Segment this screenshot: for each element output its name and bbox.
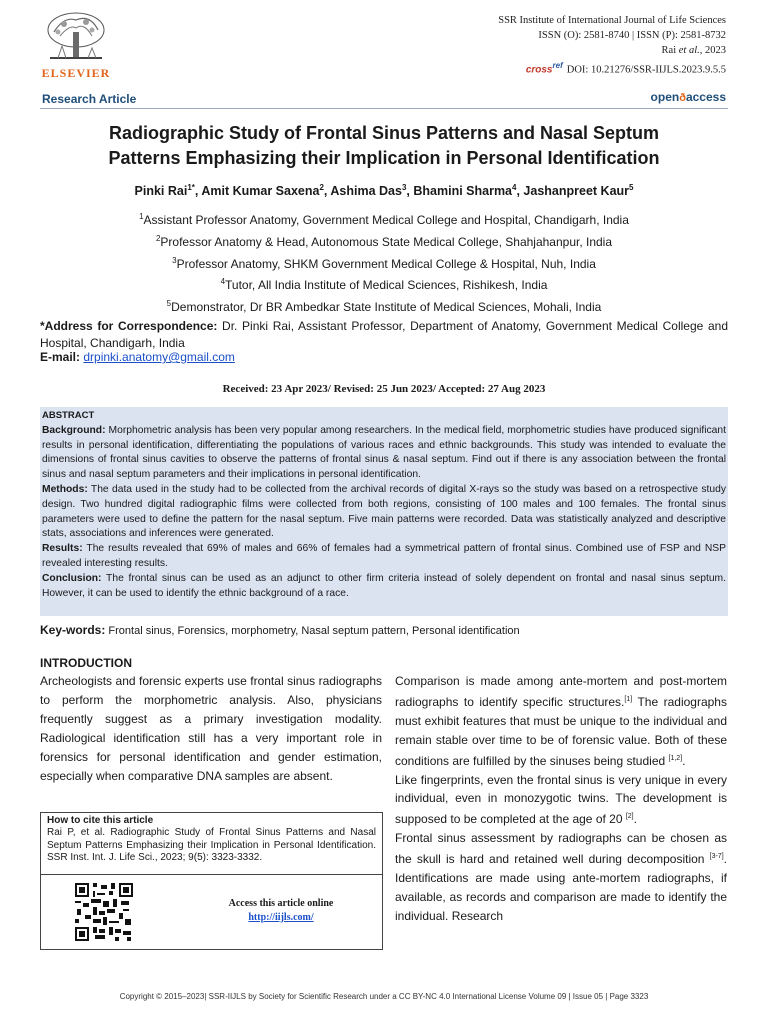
correspondence [40, 318, 728, 352]
intro-text: Like fingerprints, even the frontal sinus is very unique in every individual, even in monozygotic twins. The development is supposed to be completed at the age of 20 [395, 772, 727, 827]
title-line-2: Patterns Emphasizing their Implication in Personal Identification [108, 148, 660, 168]
author-year-suffix: 2023 [702, 45, 726, 56]
issn: ISSN (O): 2581-8740 | ISSN (P): 2581-8732 [538, 30, 726, 41]
open-access-tail: access [685, 90, 726, 104]
affiliation-text: Tutor, All India Institute of Medical Sciences, Rishikesh, India [225, 278, 548, 293]
affiliation-num: 3 [172, 255, 177, 265]
section-heading-introduction: INTRODUCTION [40, 656, 132, 670]
open-access-badge [651, 90, 726, 104]
abstract-label: Conclusion: [42, 572, 102, 584]
intro-text: Comparison is made among ante-mortem and post-mortem radiographs to identify specific structures. [395, 674, 727, 709]
abstract-background [42, 424, 726, 483]
author-sup: 3 [401, 183, 407, 192]
affiliation [40, 295, 728, 317]
author-list: Pinki Rai$^{1*}$, Amit Kumar Saxena$^2$, Ashima Das$^3$, Bhamini Sharma$^4$, Jashanpreet Kaur$^5$ [134, 183, 634, 199]
intro-paragraph [395, 829, 727, 926]
access-link[interactable]: http://iijls.com/ [248, 912, 314, 923]
author-year-prefix: Rai [661, 45, 679, 56]
affiliation-text: Assistant Professor Anatomy, Government Medical College and Hospital, Chandigarh, India [143, 213, 629, 227]
open-access-icon: ð [679, 92, 686, 104]
abstract-label: Results: [42, 543, 83, 555]
affiliation-text: Professor Anatomy, SHKM Government Medical College & Hospital, Nuh, India [176, 256, 596, 271]
affiliation-num: 5 [166, 299, 172, 309]
email-row [40, 350, 235, 364]
affiliation-text: Professor Anatomy & Head, Autonomous State Medical College, Shahjahanpur, India [160, 234, 613, 249]
abstract-label: Background: [42, 424, 106, 436]
author: Pinki Rai [134, 184, 188, 199]
affiliation [40, 208, 728, 230]
doi-row [498, 58, 726, 77]
author-sup: 5 [629, 183, 634, 192]
article-title [40, 121, 728, 171]
citation-ref[interactable]: [1] [624, 695, 633, 703]
journal-info [498, 13, 726, 77]
affiliation-num: 1 [139, 212, 144, 221]
intro-text: . [682, 753, 686, 768]
crossref-label: cross [525, 64, 553, 76]
keywords-text: Frontal sinus, Forensics, morphometry, Nasal septum pattern, Personal identification [105, 625, 520, 637]
citation-ref[interactable]: [3-7] [709, 853, 724, 861]
affiliation-num: 4 [220, 277, 226, 287]
author: Jashanpreet Kaur [523, 184, 630, 199]
cite-box [40, 812, 383, 950]
affiliation-text: Demonstrator, Dr BR Ambedkar State Institute of Medical Sciences, Mohali, India [171, 300, 602, 315]
author-sup: 2 [319, 183, 324, 192]
author-sup: 4 [512, 183, 517, 192]
article-type: Research Article [42, 92, 137, 106]
publisher-name: ELSEVIER [41, 66, 111, 80]
abstract-text: Morphometric analysis has been very popular among researchers. In the medical field, morphometric studies have produced significant results in personal identification, differentiating the populations of various races and ethnic backgrounds. This study was intended to evaluate the dimensions of frontal sinus cavities to observe the patterns of frontal sinus & nasal septum. Find out if there is any association between the frontal sinus and nasal septum parameters and their implications in personal identification. [42, 424, 726, 481]
intro-paragraph [395, 771, 727, 830]
intro-column-2 [395, 672, 727, 926]
access-label: Access this article online [228, 898, 334, 909]
cite-heading: How to cite this article [47, 815, 154, 826]
author-year-etal: et al., [678, 45, 703, 56]
intro-text: Frontal sinus assessment by radiographs can be chosen as the skull is hard and retained well during decomposition [395, 831, 727, 867]
email-link[interactable]: drpinki.anatomy@gmail.com [83, 350, 235, 364]
header-divider [40, 108, 728, 109]
affiliation-num: 2 [155, 233, 161, 243]
abstract-heading: ABSTRACT [42, 410, 95, 421]
article-dates: Received: 23 Apr 2023/ Revised: 25 Jun 2023/ Accepted: 27 Aug 2023 [222, 383, 546, 395]
title-line-1: Radiographic Study of Frontal Sinus Patterns and Nasal Septum [108, 123, 660, 143]
abstract-methods [42, 483, 726, 542]
affiliation [40, 252, 728, 274]
cite-text: Rai P, et al. Radiographic Study of Frontal Sinus Patterns and Nasal Septum Patterns Emphasizing their Implication in Personal Identification. SSR Inst. Int. J. Life Sci., 2023; 9(5): 3323-3332. [47, 827, 376, 864]
abstract-conclusion [42, 572, 726, 602]
correspondence-text: Dr. Pinki Rai, Assistant Professor, Department of Anatomy, Government Medical College and Hospital, Chandigarh, India [40, 319, 729, 350]
author-year [498, 43, 726, 58]
citation-ref[interactable]: [1,2] [668, 754, 683, 762]
abstract-text: The data used in the study had to be collected from the archival records of digital X-rays so the study was based on a retrospective study design. Two hundred digital radiographic films were collected from both regions, consisting of 100 males and 100 females. The frontal sinus parameters were used to define the pattern for the nasal septum. Five main patterns were recorded. Data was statistically analyzed and descriptive stats, associations and inferences were generated. [42, 483, 726, 540]
abstract-text: The frontal sinus can be used as an adjunct to other firm criteria instead of solely dependent on frontal and nasal sinus septum. However, it can be used to identify the ethnic background of a race. [42, 572, 726, 599]
abstract-text: The results revealed that 69% of males and 66% of females had a symmetrical pattern of frontal sinus. Combined use of FSP and NSP revealed interesting results. [42, 543, 726, 569]
qr-code[interactable] [75, 883, 133, 941]
intro-paragraph [395, 672, 727, 771]
intro-text: The radiographs must exhibit features that must be unique to the individual and remain stable over time to be of forensic value. Both of these conditions are fulfilled by the sinuses being studied [395, 694, 727, 768]
abstract-results [42, 542, 726, 572]
keywords-label: Key-words: [40, 623, 106, 637]
crossref-sup: ref [552, 61, 563, 70]
crossref-logo[interactable] [526, 58, 563, 77]
intro-column-1: Archeologists and forensic experts use frontal sinus radiographs to perform the morphometric analysis. Also, physicians frequently suggest as a primary investigation modality. Radiological identification still has a very important role in forensics for personal identification and gender estimation, especially when comparative DNA samples are absent. [40, 674, 382, 783]
page-footer: Copyright © 2015–2023| SSR-IIJLS by Society for Scientific Research under a CC BY-NC 4.0 International License Volume 09 | Issue 05 | Page 3323 [119, 992, 649, 1001]
open-access-label: open [650, 90, 680, 104]
intro-text: . Identifications are made using ante-mortem radiographs, if available, as records and comparison are made to identify the individual. Research [395, 852, 727, 923]
affiliation [40, 273, 728, 295]
citation-ref[interactable]: [2] [625, 813, 634, 821]
journal-name: SSR Institute of International Journal of Life Sciences [498, 15, 726, 26]
doi[interactable]: DOI: 10.21276/SSR-IIJLS.2023.9.5.5 [566, 64, 726, 76]
access-online [191, 897, 371, 925]
author-sup: 1* [187, 183, 195, 192]
abstract-box [40, 407, 728, 616]
cite-section [41, 813, 382, 875]
keywords [40, 623, 520, 637]
author: Amit Kumar Saxena [201, 184, 320, 199]
author: Bhamini Sharma [413, 184, 513, 199]
intro-text: . [633, 812, 637, 827]
affiliation-list [40, 208, 728, 317]
correspondence-label: *Address for Correspondence: [40, 319, 218, 333]
affiliation [40, 230, 728, 252]
author: Ashima Das [330, 184, 402, 199]
email-label: E-mail: [40, 350, 81, 364]
abstract-label: Methods: [42, 483, 88, 495]
